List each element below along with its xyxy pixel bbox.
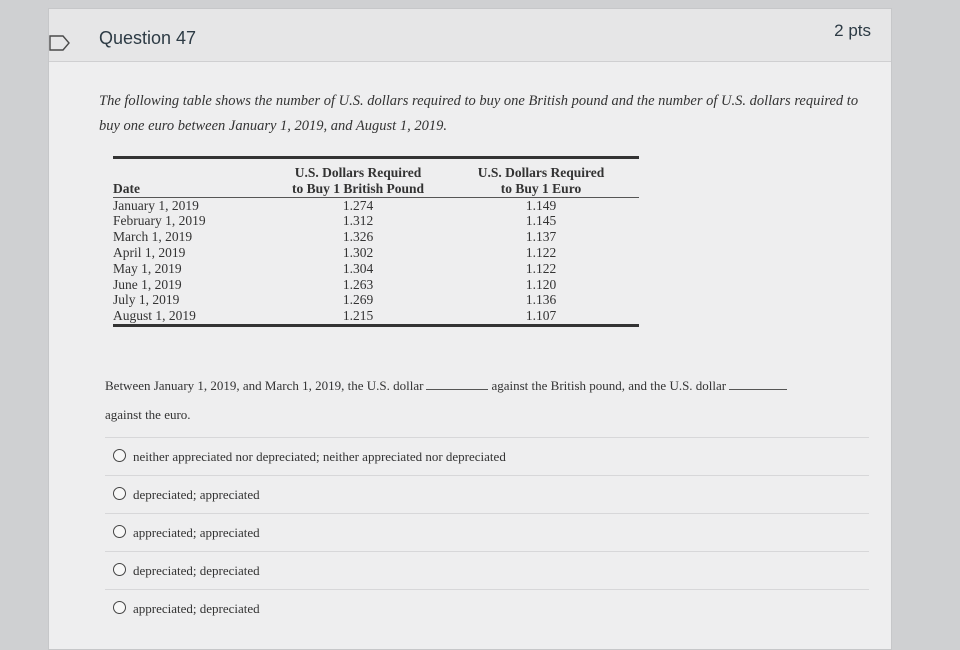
table-row	[113, 229, 639, 245]
radio-button[interactable]	[113, 525, 126, 538]
cell-gbp: 1.263	[342, 276, 374, 292]
answer-options	[105, 437, 869, 627]
answer-option-label: appreciated; depreciated	[133, 601, 260, 616]
sentence-part2: against the British pound, and the U.S. dollar	[491, 378, 727, 393]
answer-option-2[interactable]	[105, 475, 869, 513]
cell-date: February 1, 2019	[113, 213, 206, 229]
header-gbp-line2: to Buy 1 British Pound	[291, 180, 425, 196]
answer-blank-2	[729, 378, 787, 390]
radio-button[interactable]	[113, 487, 126, 500]
cell-eur: 1.120	[525, 276, 557, 292]
radio-button[interactable]	[113, 563, 126, 576]
answer-option-label: depreciated; appreciated	[133, 487, 260, 502]
cell-eur: 1.122	[525, 260, 557, 276]
answer-option-4[interactable]	[105, 551, 869, 589]
header-gbp-line1: U.S. Dollars Required	[294, 165, 422, 180]
table-row	[113, 213, 639, 229]
cell-date: May 1, 2019	[113, 260, 182, 276]
fill-in-sentence	[105, 371, 875, 429]
answer-option-3[interactable]	[105, 513, 869, 551]
cell-eur: 1.137	[525, 229, 557, 245]
radio-button[interactable]	[113, 601, 126, 614]
exchange-rate-table	[113, 156, 639, 327]
cell-gbp: 1.274	[342, 197, 374, 213]
header-gbp	[273, 158, 443, 198]
table-row	[113, 292, 639, 308]
sentence-part1: Between January 1, 2019, and March 1, 2019, the U.S. dollar	[105, 378, 424, 393]
table-row	[113, 277, 639, 293]
question-panel	[48, 8, 892, 650]
cell-eur: 1.107	[525, 308, 557, 324]
bookmark-flag-icon[interactable]	[49, 35, 71, 51]
answer-option-label: appreciated; appreciated	[133, 525, 260, 540]
cell-date: August 1, 2019	[113, 308, 196, 324]
cell-date: June 1, 2019	[113, 276, 182, 292]
header-eur-line1: U.S. Dollars Required	[477, 165, 605, 180]
cell-date: July 1, 2019	[113, 292, 180, 308]
question-title: Question 47	[99, 28, 197, 48]
cell-date: January 1, 2019	[113, 197, 199, 213]
cell-gbp: 1.304	[342, 260, 374, 276]
cell-gbp: 1.215	[342, 308, 374, 324]
cell-gbp: 1.312	[342, 213, 374, 229]
cell-date: March 1, 2019	[113, 229, 193, 245]
answer-option-5[interactable]	[105, 589, 869, 627]
question-points: 2 pts	[834, 21, 871, 40]
table-row	[113, 197, 639, 213]
radio-button[interactable]	[113, 449, 126, 462]
cell-eur: 1.136	[525, 292, 557, 308]
cell-gbp: 1.326	[342, 229, 374, 245]
question-prompt: The following table shows the number of U.S. dollars required to buy one British pound and the number of U.S. dollars required to buy one euro between January 1, 2019, and August 1, 2019.	[99, 93, 859, 134]
sentence-part3: against the euro.	[105, 407, 191, 422]
cell-date: April 1, 2019	[113, 244, 186, 260]
table-header-row	[113, 158, 639, 198]
header-date: Date	[113, 180, 140, 196]
header-eur-line2: to Buy 1 Euro	[500, 180, 582, 196]
table-row	[113, 261, 639, 277]
question-header	[49, 9, 891, 62]
cell-gbp: 1.269	[342, 292, 374, 308]
answer-option-label: depreciated; depreciated	[133, 563, 260, 578]
cell-eur: 1.145	[525, 213, 557, 229]
table-row	[113, 245, 639, 261]
answer-option-1[interactable]	[105, 437, 869, 475]
cell-gbp: 1.302	[342, 244, 374, 260]
answer-blank-1	[426, 378, 488, 390]
cell-eur: 1.149	[525, 197, 557, 213]
header-eur	[443, 158, 639, 198]
cell-eur: 1.122	[525, 244, 557, 260]
table-row	[113, 308, 639, 325]
answer-option-label: neither appreciated nor depreciated; neither appreciated nor depreciated	[133, 449, 506, 464]
